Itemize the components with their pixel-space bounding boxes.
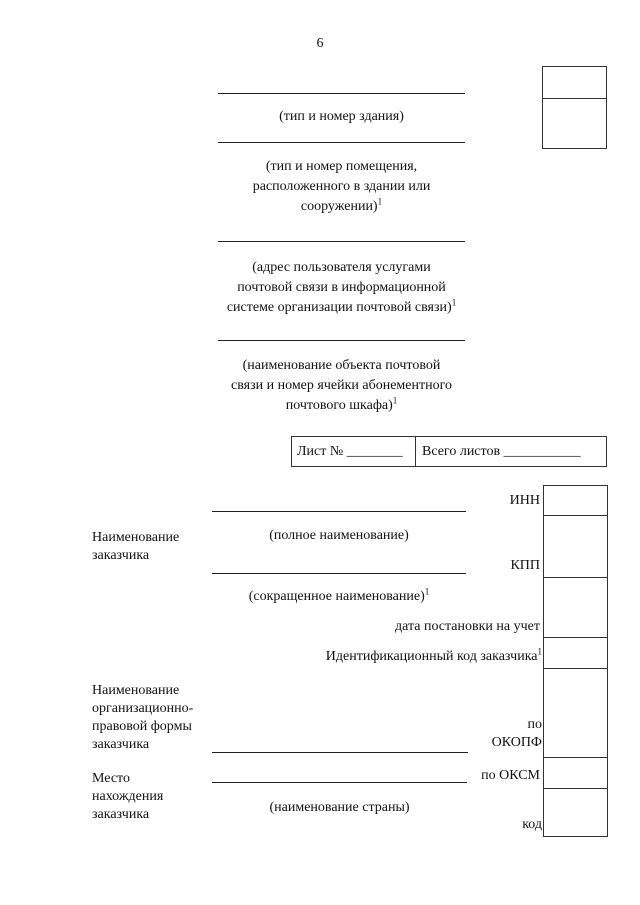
legal-form-label: Наименование организационно- правовой формы заказчика — [92, 683, 194, 752]
footnote-mark: 1 — [377, 196, 383, 207]
footnote-mark: 1 — [537, 646, 542, 657]
full-name-line[interactable] — [212, 511, 466, 512]
code-label: код — [522, 817, 542, 832]
location-label: Место нахождения заказчика — [92, 771, 164, 822]
customer-name-label: Наименование заказчика — [92, 530, 180, 563]
footnote-mark: 1 — [392, 395, 398, 406]
sheet-number-field[interactable]: Лист № ________ — [297, 444, 403, 459]
info-system-address-line[interactable] — [218, 241, 465, 242]
legal-form-line[interactable] — [212, 752, 468, 753]
oksm-row-divider — [543, 788, 608, 789]
date-row-divider — [543, 637, 608, 638]
short-name-line[interactable] — [212, 573, 466, 574]
address-code-box[interactable] — [542, 66, 607, 149]
okopf-row-divider — [543, 757, 608, 758]
customer-codes-column — [543, 485, 608, 837]
room-line[interactable] — [218, 142, 465, 143]
identification-code-label: Идентификационный код заказчика$^1$ — [325, 646, 542, 664]
country-caption: (наименование страны) — [269, 800, 410, 815]
post-office-line[interactable] — [218, 340, 465, 341]
footnote-mark: 1 — [451, 297, 457, 308]
total-sheets-field[interactable]: Всего листов ___________ — [422, 444, 581, 459]
sheet-counter-divider — [415, 436, 416, 467]
full-name-caption: (полное наименование) — [269, 528, 409, 543]
footnote-mark: 1 — [424, 586, 430, 597]
address-code-box-divider — [542, 98, 607, 99]
okopf-label: по ОКОПФ — [491, 717, 542, 750]
inn-row-divider — [543, 515, 608, 516]
info-system-address-caption: (адрес пользователя услугами почтовой связи в информационной системе организации почтовой связи)$^1$ — [226, 260, 457, 315]
short-name-caption: (сокращенное наименование)$^1$ — [248, 586, 430, 604]
inn-label: ИНН — [509, 493, 540, 508]
oksm-label: по ОКСМ — [481, 768, 540, 783]
country-line[interactable] — [212, 782, 467, 783]
kpp-label: КПП — [510, 558, 540, 573]
registration-date-label: дата постановки на учет — [394, 619, 540, 634]
building-caption: (тип и номер здания) — [279, 109, 404, 124]
page-number: 6 — [316, 36, 324, 51]
id-code-row-divider — [543, 668, 608, 669]
kpp-row-divider — [543, 577, 608, 578]
building-line[interactable] — [218, 93, 465, 94]
room-caption: (тип и номер помещения, расположенного в здании или сооружении)$^1$ — [252, 159, 431, 214]
post-office-caption: (наименование объекта почтовой связи и номер ячейки абонементного почтового шкафа)$^1$ — [231, 358, 452, 413]
